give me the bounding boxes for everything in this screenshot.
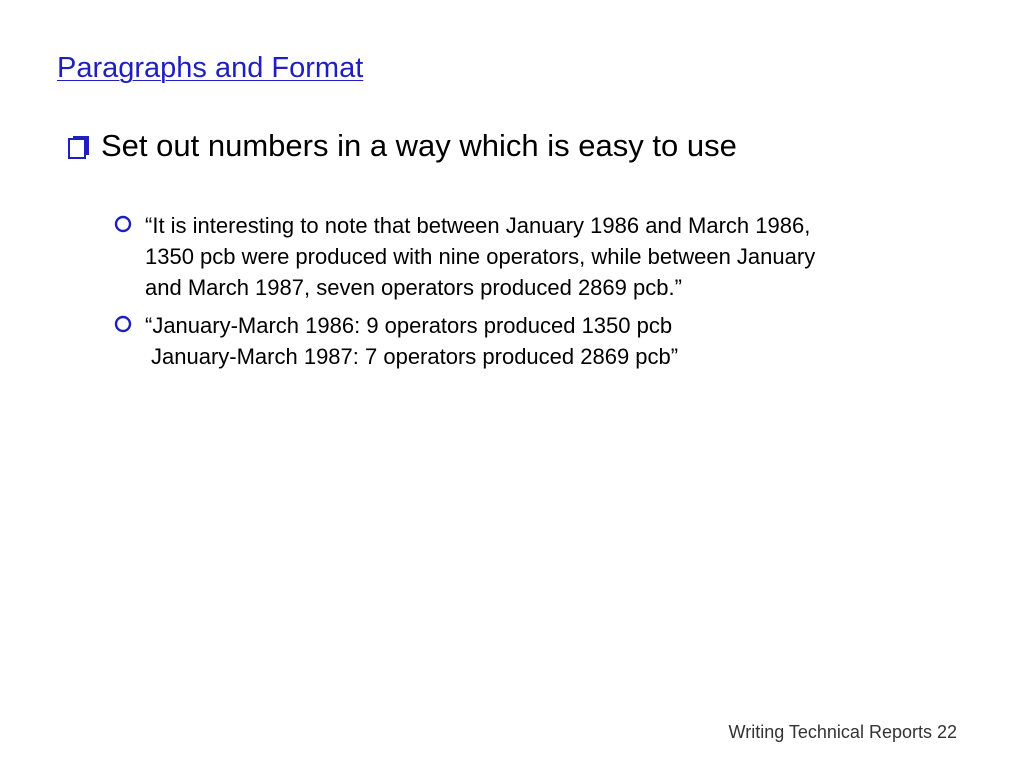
sub-bullet-text-1 xyxy=(145,210,945,303)
circle-bullet-icon xyxy=(113,314,133,334)
sub-bullet-line: and March 1987, seven operators produced 2869 pcb.” xyxy=(145,275,682,300)
main-bullet-text: Set out numbers in a way which is easy to use xyxy=(101,128,737,163)
sub-bullet-point-2 xyxy=(113,310,945,372)
box-bullet-icon xyxy=(68,135,90,159)
slide-footer: Writing Technical Reports 22 xyxy=(728,722,957,742)
slide-title: Paragraphs and Format xyxy=(57,52,364,84)
main-bullet-point xyxy=(68,127,737,165)
sub-bullet-text-2 xyxy=(145,310,945,372)
sub-bullet-line: 1350 pcb were produced with nine operators, while between January xyxy=(145,244,816,269)
sub-bullet-line: January-March 1987: 7 operators produced 2869 pcb” xyxy=(151,344,679,369)
sub-bullet-point-1 xyxy=(113,210,945,303)
sub-bullet-line: “It is interesting to note that between January 1986 and March 1986, xyxy=(145,213,811,238)
sub-bullet-line: “January-March 1986: 9 operators produced 1350 pcb xyxy=(145,313,673,338)
circle-bullet-icon xyxy=(113,214,133,234)
